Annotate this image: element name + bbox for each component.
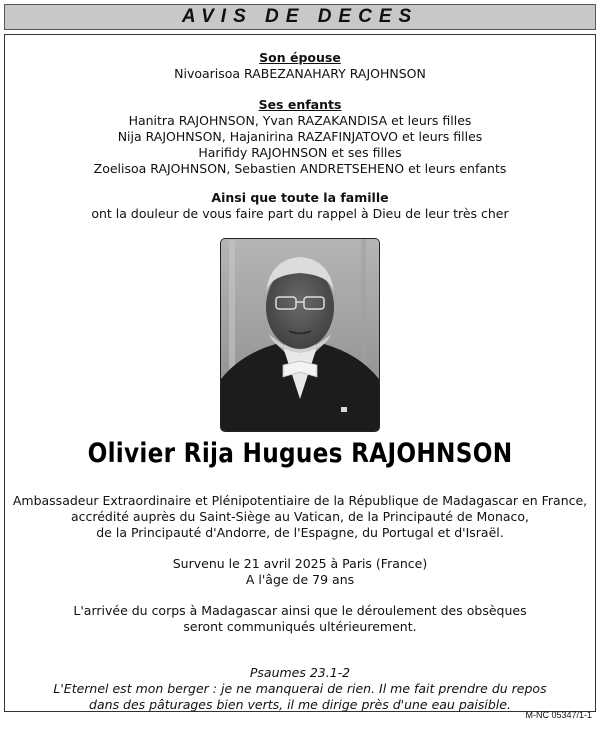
spouse-heading: Son épouse — [259, 50, 341, 65]
child-line: Zoelisoa RAJOHNSON, Sebastien ANDRETSEHENO et leurs enfants — [93, 161, 507, 176]
notice-reference: M-NC 05347/1-1 — [525, 710, 592, 720]
titles-section — [0, 493, 600, 541]
portrait-image — [221, 239, 379, 431]
spouse-section — [0, 50, 600, 82]
title-line: de la Principauté d'Andorre, de l'Espagne, du Portugal et d'Israël. — [96, 525, 504, 540]
child-line: Nija RAJOHNSON, Hajanirina RAZAFINJATOVO et leurs filles — [117, 129, 483, 144]
death-section — [0, 556, 600, 588]
header-title: AVIS DE DECES — [181, 6, 419, 27]
family-section — [0, 190, 600, 222]
arrival-line: L'arrivée du corps à Madagascar ainsi que le déroulement des obsèques — [73, 603, 527, 618]
children-section — [0, 97, 600, 177]
title-line: accrédité auprès du Saint-Siège au Vatican, de la Principauté de Monaco, — [70, 509, 530, 524]
family-text: ont la douleur de vous faire part du rappel à Dieu de leur très cher — [91, 206, 509, 221]
psalm-line: L'Eternel est mon berger : je ne manquerai de rien. Il me fait prendre du repos — [53, 681, 547, 696]
arrival-section — [0, 603, 600, 635]
children-heading: Ses enfants — [258, 97, 342, 112]
psalm-line: dans des pâturages bien verts, il me dirige près d'une eau paisible. — [89, 697, 511, 712]
deceased-name: Olivier Rija Hugues RAJOHNSON — [87, 438, 513, 469]
child-line: Hanitra RAJOHNSON, Yvan RAZAKANDISA et leurs filles — [128, 113, 472, 128]
spouse-name: Nivoarisoa RABEZANAHARY RAJOHNSON — [174, 66, 426, 81]
death-date: Survenu le 21 avril 2025 à Paris (France) — [172, 556, 428, 571]
arrival-line: seront communiqués ultérieurement. — [183, 619, 417, 634]
child-line: Harifidy RAJOHNSON et ses filles — [198, 145, 402, 160]
death-age: A l'âge de 79 ans — [245, 572, 355, 587]
header-bar — [4, 4, 596, 30]
portrait-photo — [220, 238, 380, 432]
psalm-reference: Psaumes 23.1-2 — [249, 665, 351, 680]
psalm-section — [0, 665, 600, 713]
family-heading: Ainsi que toute la famille — [211, 190, 389, 205]
title-line: Ambassadeur Extraordinaire et Plénipotentiaire de la République de Madagascar en France, — [12, 493, 588, 508]
